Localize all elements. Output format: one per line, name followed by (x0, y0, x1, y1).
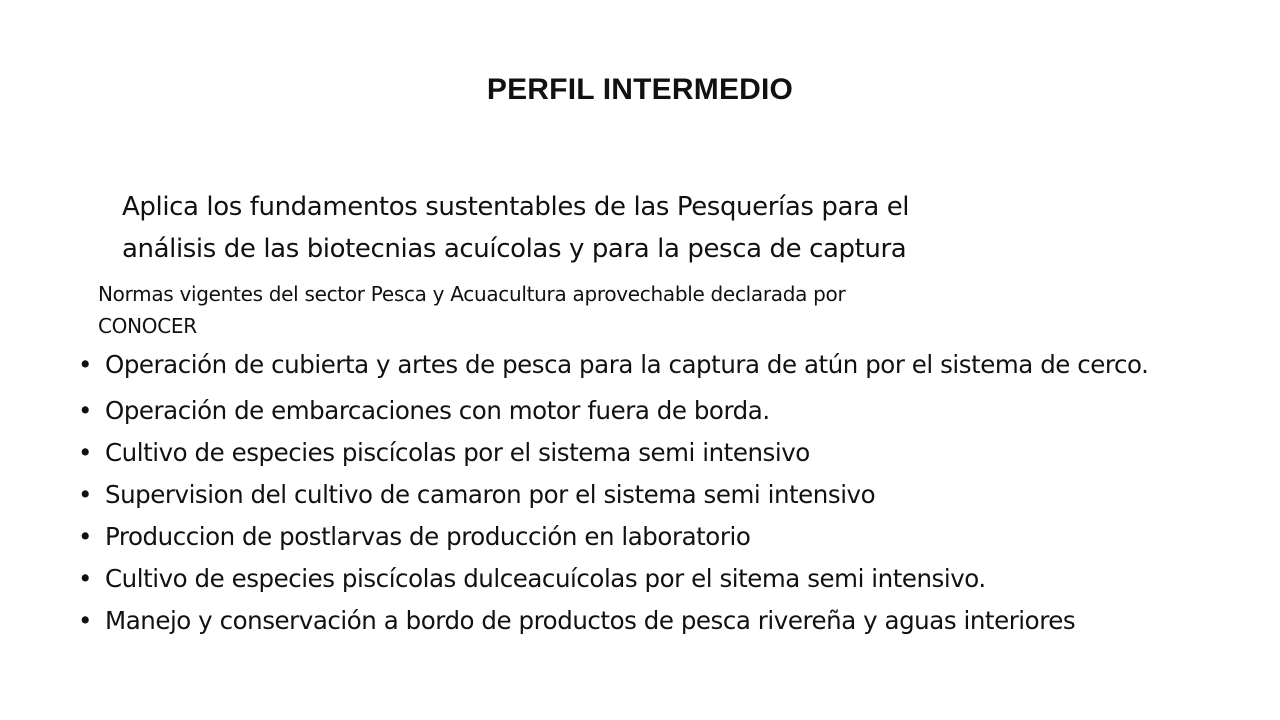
list-item-text: Cultivo de especies piscícolas por el sistema semi intensivo (105, 438, 810, 467)
list-item-text: Cultivo de especies piscícolas dulceacuícolas por el sitema semi intensivo. (105, 564, 986, 593)
norms-line: Normas vigentes del sector Pesca y Acuacultura aprovechable declarada por (98, 282, 846, 306)
list-item (78, 398, 1218, 440)
list-item (78, 566, 1218, 608)
bullet-icon: • (78, 350, 93, 379)
lead-line: análisis de las biotecnias acuícolas y para la pesca de captura (122, 234, 907, 264)
norms-heading (98, 278, 1138, 342)
list-item (78, 482, 1218, 524)
list-item-text: Produccion de postlarvas de producción en laboratorio (105, 522, 751, 551)
lead-line: Aplica los fundamentos sustentables de las Pesquerías para el (122, 192, 910, 222)
norms-line: CONOCER (98, 314, 197, 338)
list-item-text: Operación de embarcaciones con motor fuera de borda. (105, 396, 770, 425)
lead-paragraph (122, 186, 1122, 270)
bullet-icon: • (78, 606, 93, 635)
list-item-text: Supervision del cultivo de camaron por el sistema semi intensivo (105, 480, 876, 509)
bullet-icon: • (78, 564, 93, 593)
bullet-icon: • (78, 522, 93, 551)
bullet-icon: • (78, 396, 93, 425)
list-item (78, 608, 1218, 633)
list-item-text: Manejo y conservación a bordo de productos de pesca rivereña y aguas interiores (105, 606, 1076, 635)
bullet-icon: • (78, 480, 93, 509)
slide-title: PERFIL INTERMEDIO (486, 73, 794, 106)
list-item (78, 352, 1218, 377)
norms-list (78, 352, 1218, 633)
bullet-icon: • (78, 438, 93, 467)
list-item (78, 524, 1218, 566)
list-item (78, 440, 1218, 482)
list-item-text: Operación de cubierta y artes de pesca para la captura de atún por el sistema de cerco. (105, 350, 1149, 379)
